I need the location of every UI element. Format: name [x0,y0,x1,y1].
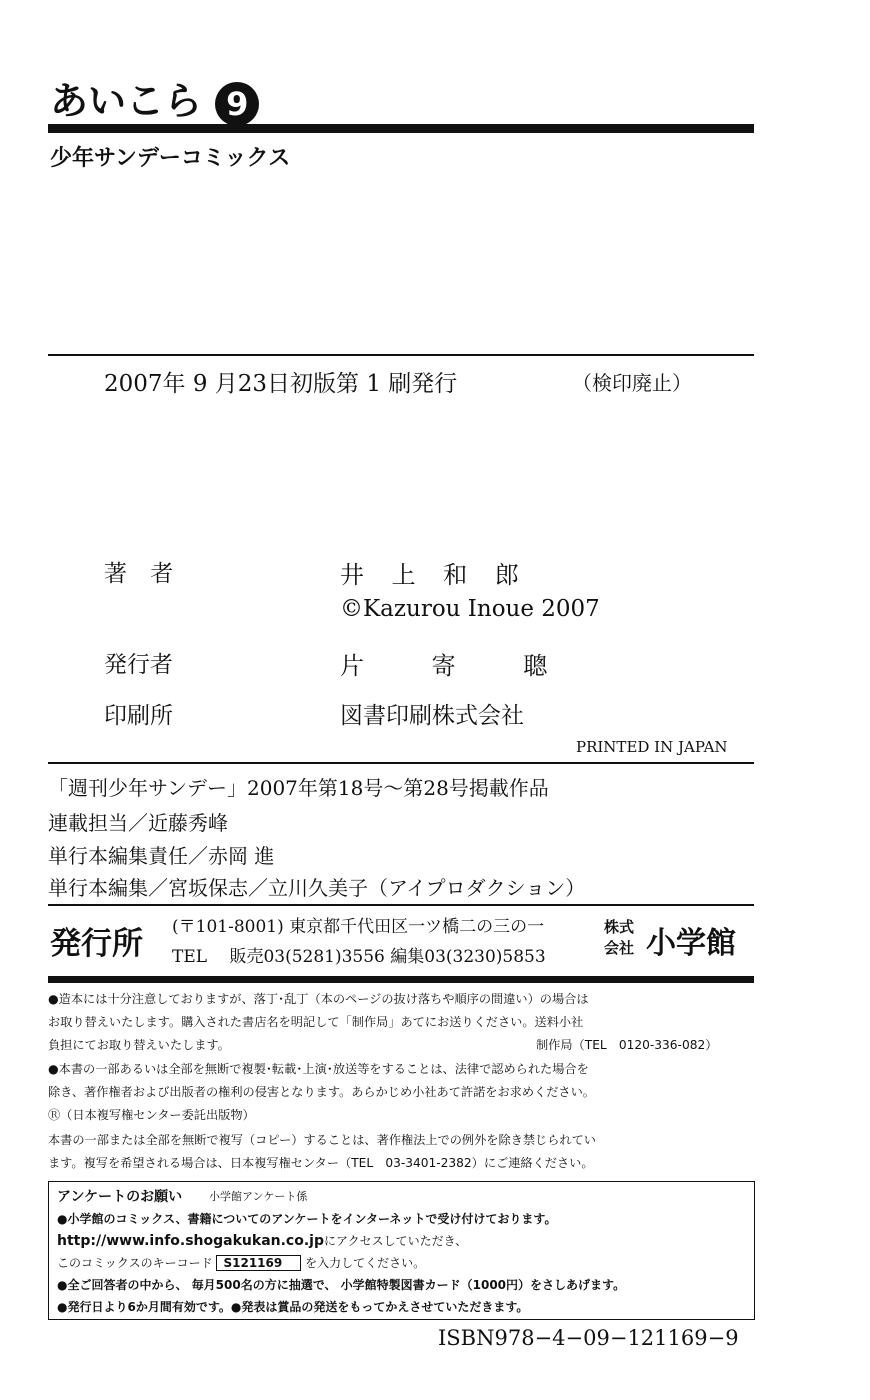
survey-url[interactable]: http://www.info.shogakukan.co.jp [57,1233,324,1249]
survey-key-line [57,1254,425,1271]
notice-line-2: お取り替えいたします。購入された書店名を明記して「制作局」あてにお送りください。送料小社 [48,1015,584,1029]
survey-heading: アンケートのお願い [57,1189,183,1205]
survey-key-code: S121169 [216,1255,301,1271]
volume-badge: 9 [215,82,259,126]
survey-key-prefix: このコミックスのキーコード [57,1256,213,1270]
edition-line: 2007年 9 月23日初版第 1 刷発行 [104,371,458,397]
credit-role-publisher: 発行者 [104,652,173,678]
publisher-name: 小学館 [646,926,736,961]
survey-url-suffix: にアクセスしていただき、 [323,1234,468,1248]
publisher-tel: TEL 販売03(5281)3556 編集03(3230)5853 [172,947,546,967]
credit-publisher-name: 片 寄 聰 [340,652,578,680]
notice-line-1: ●造本には十分注意しておりますが、落丁･乱丁（本のページの抜け落ちや順序の間違い）の場合は [48,992,589,1006]
serial-info: 「週刊少年サンデー」2007年第18号～第28号掲載作品 [48,776,549,800]
corp-prefix-1: 株式 [604,918,635,936]
notice-line-3: 負担にてお取り替えいたします。 [48,1038,230,1052]
survey-box [48,1181,755,1320]
survey-line-5: ●発行日より6か月間有効です。●発表は賞品の発送をもってかえさせていただきます。 [57,1300,529,1314]
credit-copyright: ©Kazurou Inoue 2007 [340,596,600,622]
publisher-label: 発行所 [50,926,143,962]
credit-printer-name: 図書印刷株式会社 [340,703,524,729]
publisher-rule-bottom [48,976,754,983]
notice-line-6: Ⓡ（日本複写権センター委託出版物） [48,1108,255,1122]
staff-line-1: 連載担当／近藤秀峰 [48,811,228,835]
survey-key-suffix: を入力してください。 [305,1256,426,1270]
notice-line-4: ●本書の一部あるいは全部を無断で複製･転載･上演･放送等をすることは、法律で認められた場合を [48,1062,589,1076]
printed-in-japan: PRINTED IN JAPAN [576,738,728,756]
staff-line-3: 単行本編集／宮坂保志／立川久美子（アイプロダクション） [48,876,586,900]
staff-line-2: 単行本編集責任／赤岡 進 [48,844,275,868]
serial-rule [48,762,754,764]
notice-line-8: ます。複写を希望される場合は、日本複写権センター（TEL 03-3401-2382）にご連絡ください。 [48,1156,594,1170]
survey-line-4: ●全ご回答者の中から、 毎月500名の方に抽選で、 小学館特製図書カード（1000円）をさしあげます。 [57,1278,626,1292]
title-rule [48,124,754,133]
book-title [50,70,259,126]
survey-line-1: ●小学館のコミックス、書籍についてのアンケートをインターネットで受け付けております。 [57,1212,557,1226]
isbn: ISBN978−4−09−121169−9 [438,1326,739,1350]
survey-dept: 小学館アンケート係 [209,1190,308,1203]
publisher-rule-top [48,904,754,906]
credit-role-printer: 印刷所 [104,703,173,729]
imprint-label: 少年サンデーコミックス [50,146,291,171]
edition-rule [48,354,754,356]
credit-author-name: 井 上 和 郎 [340,561,529,589]
notice-line-7: 本書の一部または全部を無断で複写（コピー）することは、著作権法上での例外を除き禁じられてい [48,1133,596,1147]
notice-line-5: 除き、著作権者および出版者の権利の侵害となります。あらかじめ小社あて許諾をお求めください。 [48,1085,595,1099]
seal-note: （検印廃止） [572,371,692,395]
title-text: あいこら [50,79,203,123]
corp-prefix-2: 会社 [604,939,635,957]
survey-url-line [57,1232,467,1249]
publisher-address: (〒101-8001) 東京都千代田区一ツ橋二の三の一 [172,917,545,937]
production-tel: 制作局（TEL 0120-336-082） [536,1038,718,1052]
credit-role-author: 著 者 [104,561,182,587]
